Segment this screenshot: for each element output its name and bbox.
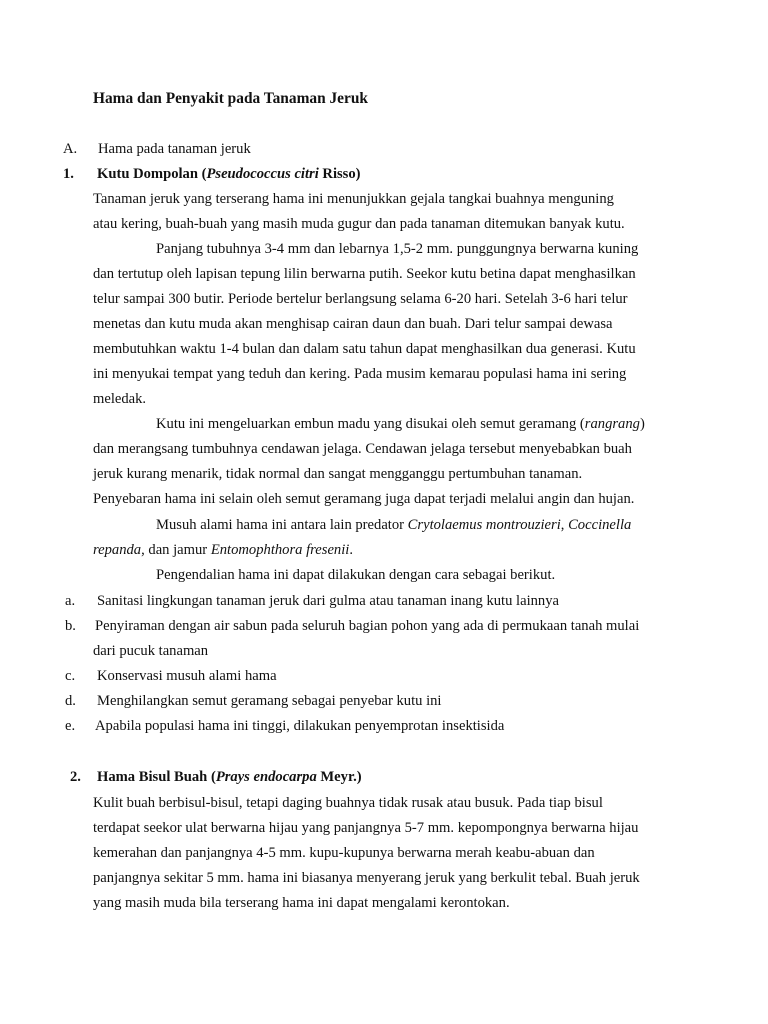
list-item-continuation: dari pucuk tanaman <box>93 643 209 659</box>
list-item: Apabila populasi hama ini tinggi, dilakukan penyemprotan insektisida <box>95 718 505 734</box>
list-item: Penyiraman dengan air sabun pada seluruh bagian pohon yang ada di permukaan tanah mulai <box>95 618 640 634</box>
list-item: Menghilangkan semut geramang sebagai penyebar kutu ini <box>97 693 442 709</box>
paragraph-line: panjangnya sekitar 5 mm. hama ini biasanya menyerang jeruk yang berkulit tebal. Buah jeruk <box>93 870 640 886</box>
paragraph-line: Tanaman jeruk yang terserang hama ini menunjukkan gejala tangkai buahnya menguning <box>93 191 614 207</box>
scientific-name: repanda <box>93 542 142 558</box>
pest-heading <box>97 165 361 183</box>
list-marker: a. <box>65 593 76 609</box>
scientific-name: Coccinella <box>568 517 632 533</box>
paragraph-line: menetas dan kutu muda akan menghisap cairan daun dan buah. Dari telur sampai dewasa <box>93 316 613 332</box>
italic-term: rangrang <box>584 416 640 432</box>
text-run: Kutu ini mengeluarkan embun madu yang disukai oleh semut geramang ( <box>156 416 585 432</box>
list-marker: c. <box>65 668 76 684</box>
paragraph-line: jeruk kurang menarik, tidak normal dan sangat mengganggu pertumbuhan tanaman. <box>93 466 583 482</box>
text-run: , dan jamur <box>141 542 211 558</box>
paragraph-line: dan tertutup oleh lapisan tepung lilin berwarna putih. Seekor kutu betina dapat menghasilkan <box>93 266 636 282</box>
pest-heading <box>97 768 362 786</box>
paragraph-line: meledak. <box>93 391 147 407</box>
heading-text: Meyr.) <box>316 769 362 785</box>
paragraph-line: telur sampai 300 butir. Periode bertelur berlangsung selama 6-20 hari. Setelah 3-6 hari telur <box>93 291 628 307</box>
paragraph-line: dan merangsang tumbuhnya cendawan jelaga. Cendawan jelaga tersebut menyebabkan buah <box>93 441 632 457</box>
paragraph-line: kemerahan dan panjangnya 4-5 mm. kupu-kupunya berwarna merah keabu-abuan dan <box>93 845 595 861</box>
list-item: Sanitasi lingkungan tanaman jeruk dari gulma atau tanaman inang kutu lainnya <box>97 593 560 609</box>
heading-text: Hama Bisul Buah ( <box>97 769 216 785</box>
paragraph-line: Panjang tubuhnya 3-4 mm dan lebarnya 1,5-2 mm. punggungnya berwarna kuning <box>156 241 639 257</box>
paragraph-line: yang masih muda bila terserang hama ini dapat mengalami kerontokan. <box>93 895 510 911</box>
pest-number: 2. <box>70 769 81 785</box>
paragraph-line <box>93 541 353 559</box>
pest-number: 1. <box>63 166 74 182</box>
page-title: Hama dan Penyakit pada Tanaman Jeruk <box>93 90 368 107</box>
text-run: . <box>349 542 353 558</box>
paragraph-line: terdapat seekor ulat berwarna hijau yang panjangnya 5-7 mm. kepompongnya berwarna hijau <box>93 820 639 836</box>
text-run: ) <box>639 416 645 432</box>
list-marker: b. <box>65 618 76 634</box>
paragraph-line <box>156 415 645 433</box>
scientific-name: Entomophthora fresenii <box>210 542 350 558</box>
paragraph-line: ini menyukai tempat yang teduh dan kering. Pada musim kemarau populasi hama ini sering <box>93 366 627 382</box>
section-marker: A. <box>63 141 78 157</box>
scientific-name: Crytolaemus montrouzieri <box>407 517 561 533</box>
list-item: Konservasi musuh alami hama <box>97 668 277 684</box>
paragraph-line: membutuhkan waktu 1-4 bulan dan dalam satu tahun dapat menghasilkan dua generasi. Kutu <box>93 341 636 357</box>
paragraph-line: atau kering, buah-buah yang masih muda gugur dan pada tanaman ditemukan banyak kutu. <box>93 216 625 232</box>
heading-text: Kutu Dompolan ( <box>97 166 207 182</box>
list-marker: d. <box>65 693 76 709</box>
text-run: , <box>560 517 569 533</box>
paragraph-line: Kulit buah berbisul-bisul, tetapi daging buahnya tidak rusak atau busuk. Pada tiap bisul <box>93 795 603 811</box>
list-marker: e. <box>65 718 76 734</box>
heading-text: Risso) <box>318 166 361 182</box>
scientific-name: Pseudococcus citri <box>206 166 319 182</box>
paragraph-line: Pengendalian hama ini dapat dilakukan dengan cara sebagai berikut. <box>156 567 556 583</box>
scientific-name: Prays endocarpa <box>215 769 317 785</box>
text-run: Musuh alami hama ini antara lain predator <box>156 517 408 533</box>
paragraph-line <box>156 516 631 534</box>
paragraph-line: Penyebaran hama ini selain oleh semut geramang juga dapat terjadi melalui angin dan hujan. <box>93 491 635 507</box>
section-heading: Hama pada tanaman jeruk <box>98 141 251 157</box>
